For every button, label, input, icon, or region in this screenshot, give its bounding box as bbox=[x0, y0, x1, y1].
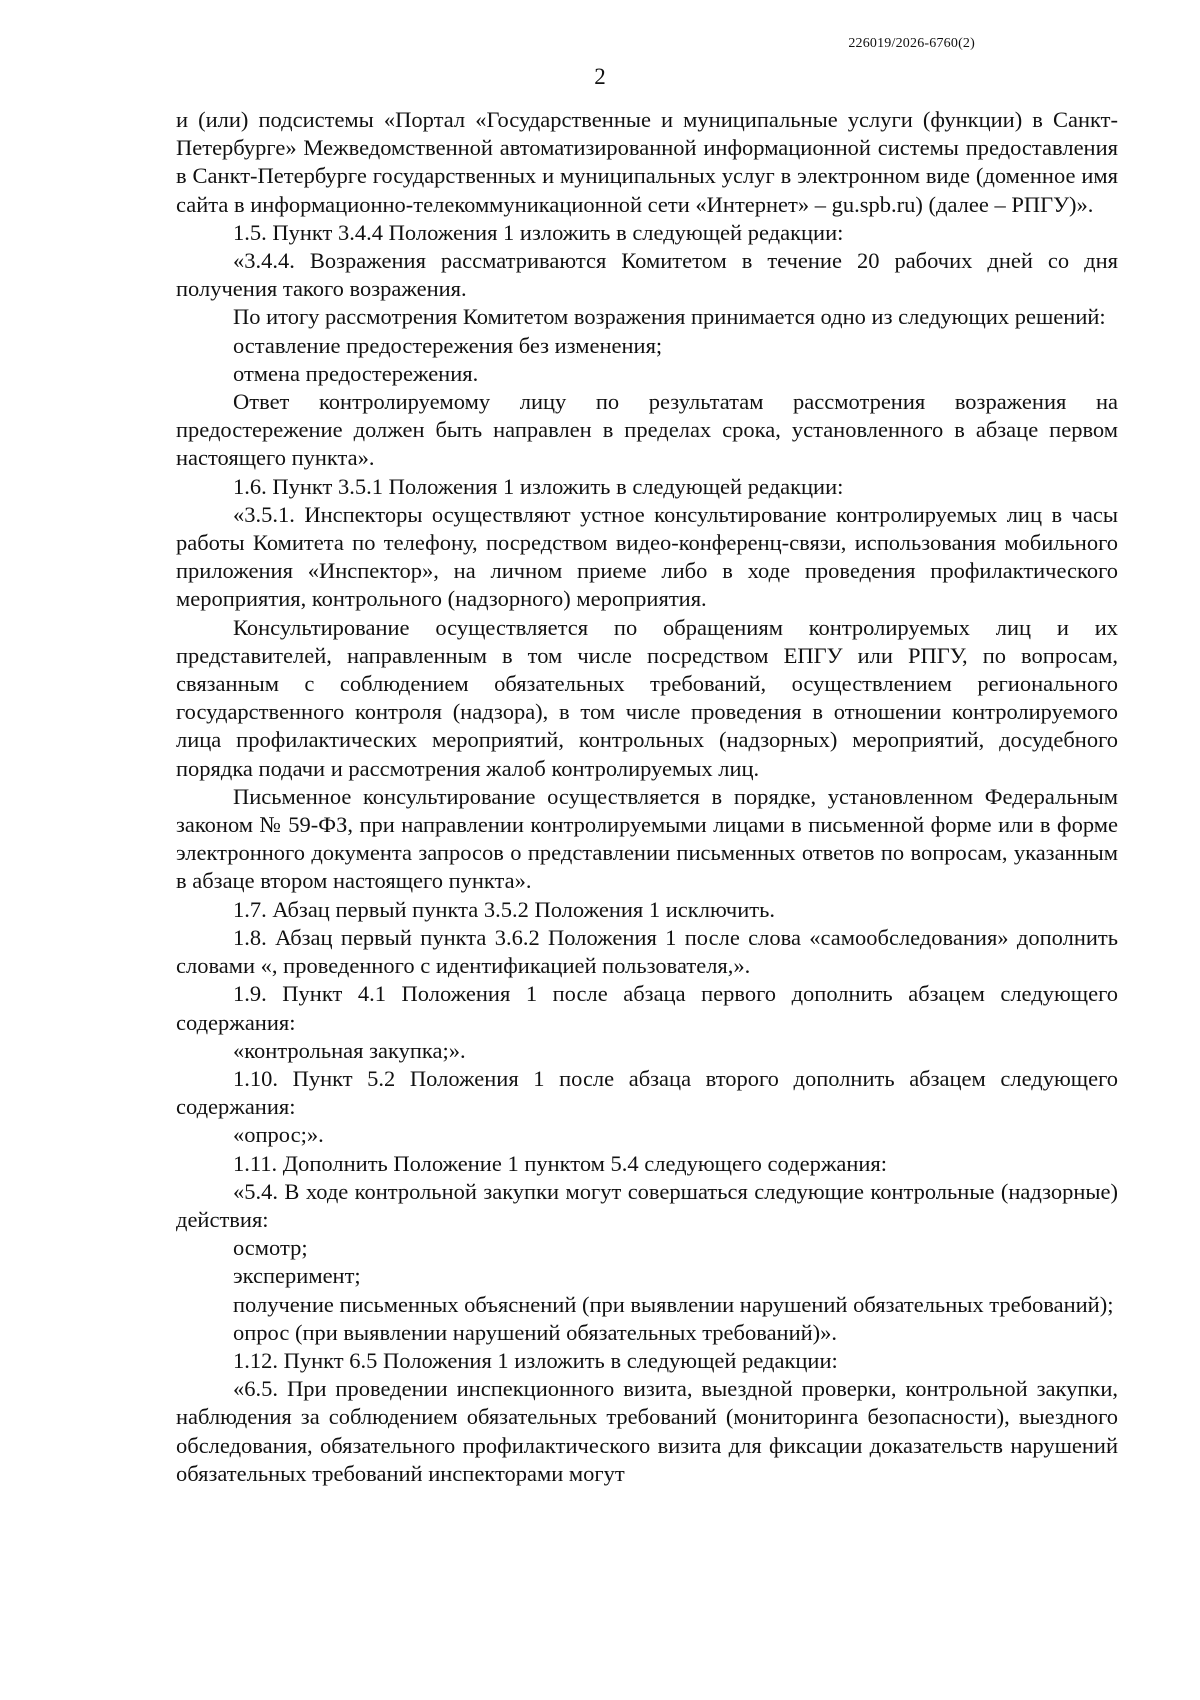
paragraph: 1.9. Пункт 4.1 Положения 1 после абзаца первого дополнить абзацем следующего содержания: bbox=[176, 981, 1118, 1035]
paragraph: 1.11. Дополнить Положение 1 пунктом 5.4 следующего содержания: bbox=[233, 1150, 888, 1176]
paragraph: осмотр; bbox=[233, 1235, 308, 1261]
paragraph: Консультирование осуществляется по обращениям контролируемых лиц и их представителей, направленным в том числе посредством ЕПГУ или РПГУ, по вопросам, связанным с соблюдением обязательных требований, осуществлением регионального государственного контроля (надзора), в том числе проведения в отношении контролируемого лица профилактических мероприятий, контрольных (надзорных) мероприятий, досудебного порядка подачи и рассмотрения жалоб контролируемых лиц. bbox=[176, 614, 1118, 781]
paragraph: 1.8. Абзац первый пункта 3.6.2 Положения 1 после слова «самообследования» дополнить словами «, проведенного с идентификацией пользователя,». bbox=[176, 924, 1118, 979]
paragraph: 1.5. Пункт 3.4.4 Положения 1 изложить в следующей редакции: bbox=[233, 219, 844, 245]
paragraph: и (или) подсистемы «Портал «Государственные и муниципальные услуги (функции) в Санкт-Петербурге» Межведомственной автоматизированной информационной системы предоставления в Санкт-Петербурге государственных и муниципальных услуг в электронном виде (доменное имя сайта в информационно-телекоммуникационной сети «Интернет» – gu.spb.ru) (далее – РПГУ)». bbox=[176, 107, 1118, 217]
paragraph: «5.4. В ходе контрольной закупки могут совершаться следующие контрольные (надзорные) действия: bbox=[176, 1178, 1118, 1232]
paragraph: опрос (при выявлении нарушений обязательных требований)». bbox=[233, 1319, 838, 1345]
paragraph: эксперимент; bbox=[233, 1263, 361, 1289]
paragraph: «6.5. При проведении инспекционного визита, выездной проверки, контрольной закупки, наблюдения за соблюдением обязательных требований (мониторинга безопасности), выездного обследования, обязательного профилактического визита для фиксации доказательств нарушений обязательных требований инспекторами могут bbox=[176, 1376, 1118, 1486]
paragraph: Ответ контролируемому лицу по результатам рассмотрения возражения на предостережение должен быть направлен в пределах срока, установленного в абзаце первом настоящего пункта». bbox=[176, 389, 1118, 471]
paragraph: По итогу рассмотрения Комитетом возражения принимается одно из следующих решений: bbox=[233, 304, 1106, 330]
paragraph: 1.10. Пункт 5.2 Положения 1 после абзаца второго дополнить абзацем следующего содержания: bbox=[176, 1065, 1118, 1120]
paragraph: получение письменных объяснений (при выявлении нарушений обязательных требований); bbox=[233, 1291, 1114, 1317]
paragraph: Письменное консультирование осуществляется в порядке, установленном Федеральным законом № 59-ФЗ, при направлении контролируемыми лицами в письменной форме или в форме электронного документа запросов о представлении письменных ответов по вопросам, указанным в абзаце втором настоящего пункта». bbox=[176, 783, 1118, 894]
paragraph: 1.12. Пункт 6.5 Положения 1 изложить в следующей редакции: bbox=[233, 1347, 838, 1373]
document-number: 226019/2026-6760(2) bbox=[848, 36, 975, 51]
paragraph: оставление предостережения без изменения; bbox=[233, 332, 663, 358]
paragraph: «опрос;». bbox=[233, 1122, 324, 1148]
paragraph: 1.7. Абзац первый пункта 3.5.2 Положения 1 исключить. bbox=[233, 896, 775, 922]
page-number: 2 bbox=[594, 64, 606, 89]
paragraph: «3.5.1. Инспекторы осуществляют устное консультирование контролируемых лиц в часы работы Комитета по телефону, посредством видео-конференц-связи, использования мобильного приложения «Инспектор», на личном приеме либо в ходе проведения профилактического мероприятия, контрольного (надзорного) мероприятия. bbox=[176, 501, 1118, 612]
paragraph: отмена предостережения. bbox=[233, 360, 479, 386]
paragraph: 1.6. Пункт 3.5.1 Положения 1 изложить в следующей редакции: bbox=[233, 473, 844, 499]
document-body bbox=[176, 106, 1118, 1488]
paragraph: «3.4.4. Возражения рассматриваются Комитетом в течение 20 рабочих дней со дня получения такого возражения. bbox=[176, 248, 1118, 302]
paragraph: «контрольная закупка;». bbox=[233, 1037, 466, 1063]
